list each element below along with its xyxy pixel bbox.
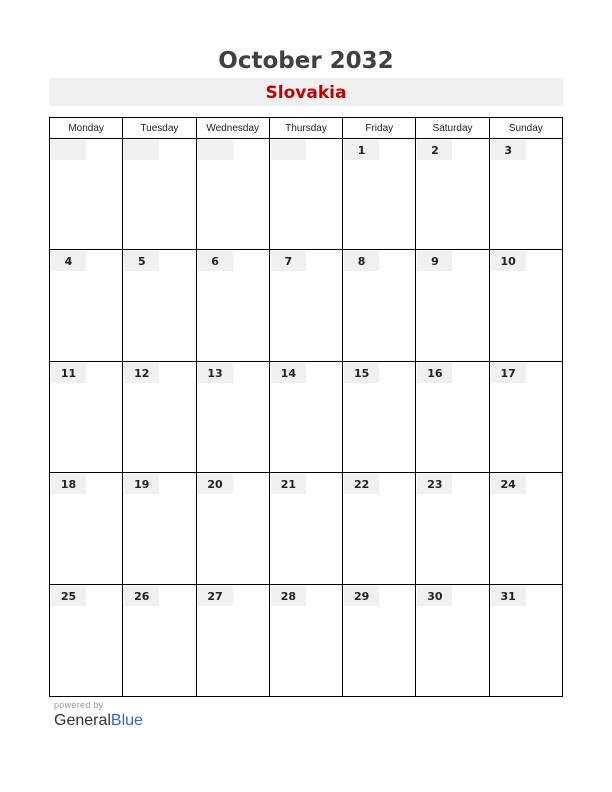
day-number: 4 <box>51 251 86 271</box>
day-number: 1 <box>344 140 379 160</box>
day-number: 5 <box>124 251 159 271</box>
day-cell <box>489 250 562 360</box>
weekday-header: Friday <box>342 118 415 138</box>
week-row <box>50 139 562 250</box>
country-banner <box>49 78 563 106</box>
day-cell <box>415 473 488 583</box>
day-cell <box>50 139 122 249</box>
day-number: 19 <box>124 474 159 494</box>
day-cell <box>196 585 269 696</box>
day-cell <box>342 362 415 472</box>
week-row <box>50 473 562 584</box>
day-cell <box>122 139 195 249</box>
day-number: 26 <box>124 586 159 606</box>
week-row <box>50 585 562 696</box>
day-cell <box>122 473 195 583</box>
day-cell <box>122 250 195 360</box>
day-cell <box>269 139 342 249</box>
weekday-header: Monday <box>68 123 104 134</box>
weekday-header-row <box>50 118 562 139</box>
day-cell <box>50 250 122 360</box>
day-cell <box>269 473 342 583</box>
day-cell <box>196 362 269 472</box>
day-cell <box>415 250 488 360</box>
weekday-header: Thursday <box>269 118 342 138</box>
logo-general: General <box>54 712 111 729</box>
day-number: 12 <box>124 363 159 383</box>
day-number <box>124 140 159 160</box>
day-cell <box>122 362 195 472</box>
day-cell <box>415 362 488 472</box>
day-cell <box>489 585 562 696</box>
weekday-header: Saturday <box>415 118 488 138</box>
day-number <box>198 140 233 160</box>
generalblue-logo[interactable] <box>54 712 143 730</box>
day-number: 18 <box>51 474 86 494</box>
day-cell <box>196 473 269 583</box>
day-number <box>51 140 86 160</box>
day-cell <box>50 585 122 696</box>
day-cell <box>489 473 562 583</box>
day-number: 2 <box>417 140 452 160</box>
day-cell <box>489 139 562 249</box>
day-number: 29 <box>344 586 379 606</box>
day-number: 10 <box>491 251 526 271</box>
day-cell <box>415 585 488 696</box>
day-number: 22 <box>344 474 379 494</box>
day-number: 9 <box>417 251 452 271</box>
day-number: 20 <box>198 474 233 494</box>
day-number: 17 <box>491 363 526 383</box>
day-cell <box>342 473 415 583</box>
day-number: 28 <box>271 586 306 606</box>
day-cell <box>415 139 488 249</box>
day-number: 15 <box>344 363 379 383</box>
weekday-header: Tuesday <box>122 118 195 138</box>
logo-blue: Blue <box>110 712 143 729</box>
day-cell <box>269 585 342 696</box>
day-number: 8 <box>344 251 379 271</box>
week-row <box>50 362 562 473</box>
day-number: 14 <box>271 363 306 383</box>
day-cell <box>196 139 269 249</box>
country-name: Slovakia <box>265 83 347 103</box>
day-cell <box>342 250 415 360</box>
powered-by-text: powered by <box>54 700 104 710</box>
page-title: October 2032 <box>218 48 394 74</box>
day-number: 13 <box>198 363 233 383</box>
day-cell <box>122 585 195 696</box>
day-cell <box>489 362 562 472</box>
day-cell <box>196 250 269 360</box>
week-row <box>50 250 562 361</box>
footer-branding <box>54 700 143 730</box>
day-cell <box>342 585 415 696</box>
day-number: 6 <box>198 251 233 271</box>
day-number: 7 <box>271 251 306 271</box>
day-cell <box>50 473 122 583</box>
day-number: 31 <box>491 586 526 606</box>
day-cell <box>50 362 122 472</box>
day-number: 11 <box>51 363 86 383</box>
weekday-header: Sunday <box>489 118 562 138</box>
calendar-grid <box>49 117 563 697</box>
weekday-header: Wednesday <box>196 118 269 138</box>
day-cell <box>269 362 342 472</box>
day-number: 25 <box>51 586 86 606</box>
day-cell <box>342 139 415 249</box>
day-number: 24 <box>491 474 526 494</box>
day-number: 30 <box>417 586 452 606</box>
day-number: 16 <box>417 363 452 383</box>
day-number: 27 <box>198 586 233 606</box>
day-cell <box>269 250 342 360</box>
day-number: 23 <box>417 474 452 494</box>
day-number: 21 <box>271 474 306 494</box>
day-number <box>271 140 306 160</box>
day-number: 3 <box>491 140 526 160</box>
